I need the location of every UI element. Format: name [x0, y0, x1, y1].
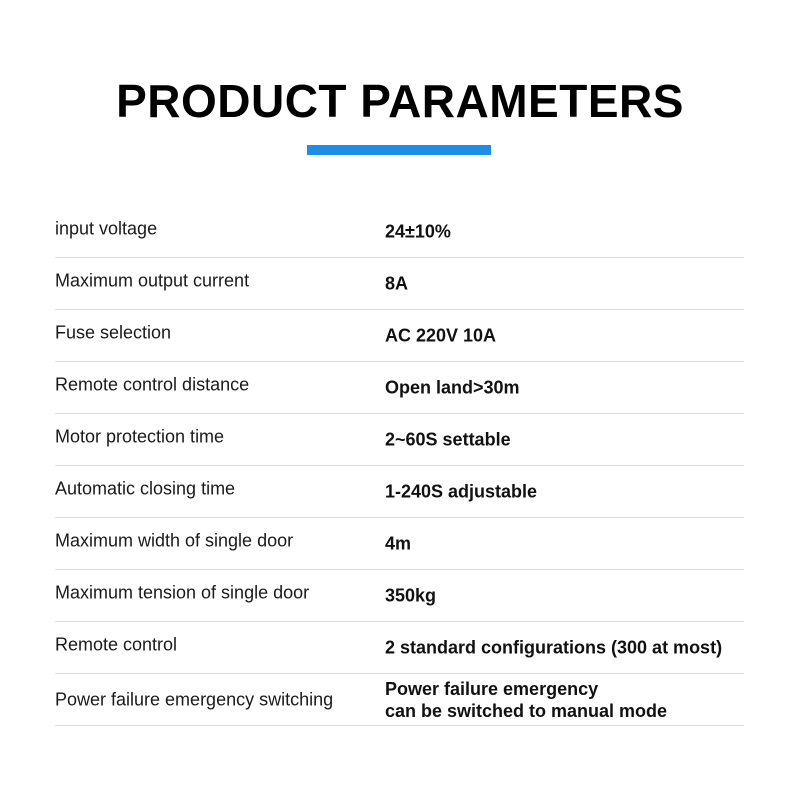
- param-label: Remote control distance: [55, 374, 250, 394]
- param-label: Maximum tension of single door: [55, 582, 310, 602]
- param-value: 2~60S settable: [385, 429, 511, 449]
- param-label: Automatic closing time: [55, 478, 236, 498]
- table-row: [55, 258, 744, 310]
- param-value: 1-240S adjustable: [385, 481, 538, 501]
- param-value: 350kg: [385, 585, 437, 605]
- table-row: [55, 414, 744, 466]
- param-value: 8A: [385, 273, 409, 293]
- param-value: 4m: [385, 533, 412, 553]
- table-row: [55, 206, 744, 258]
- param-label: Maximum output current: [55, 270, 250, 290]
- title-underline-bar: [307, 145, 491, 155]
- table-row: [55, 674, 744, 726]
- table-row: [55, 310, 744, 362]
- parameters-table: [55, 206, 744, 726]
- param-value: Open land>30m: [385, 377, 520, 397]
- param-label: Motor protection time: [55, 426, 225, 446]
- table-row: [55, 466, 744, 518]
- param-value-line: Power failure emergency: [385, 678, 599, 699]
- param-label: Fuse selection: [55, 322, 172, 342]
- table-row: [55, 518, 744, 570]
- param-label: Power failure emergency switching: [55, 689, 334, 709]
- param-value: 2 standard configurations (300 at most): [385, 637, 723, 657]
- param-label: input voltage: [55, 218, 158, 238]
- param-value: AC 220V 10A: [385, 325, 497, 345]
- page-title: PRODUCT PARAMETERS: [116, 75, 684, 127]
- param-value-line: can be switched to manual mode: [385, 700, 668, 721]
- param-value: 24±10%: [385, 221, 451, 241]
- param-label: Remote control: [55, 634, 178, 654]
- table-row: [55, 622, 744, 674]
- param-label: Maximum width of single door: [55, 530, 294, 550]
- table-row: [55, 570, 744, 622]
- table-row: [55, 362, 744, 414]
- param-value-multiline: [385, 678, 667, 722]
